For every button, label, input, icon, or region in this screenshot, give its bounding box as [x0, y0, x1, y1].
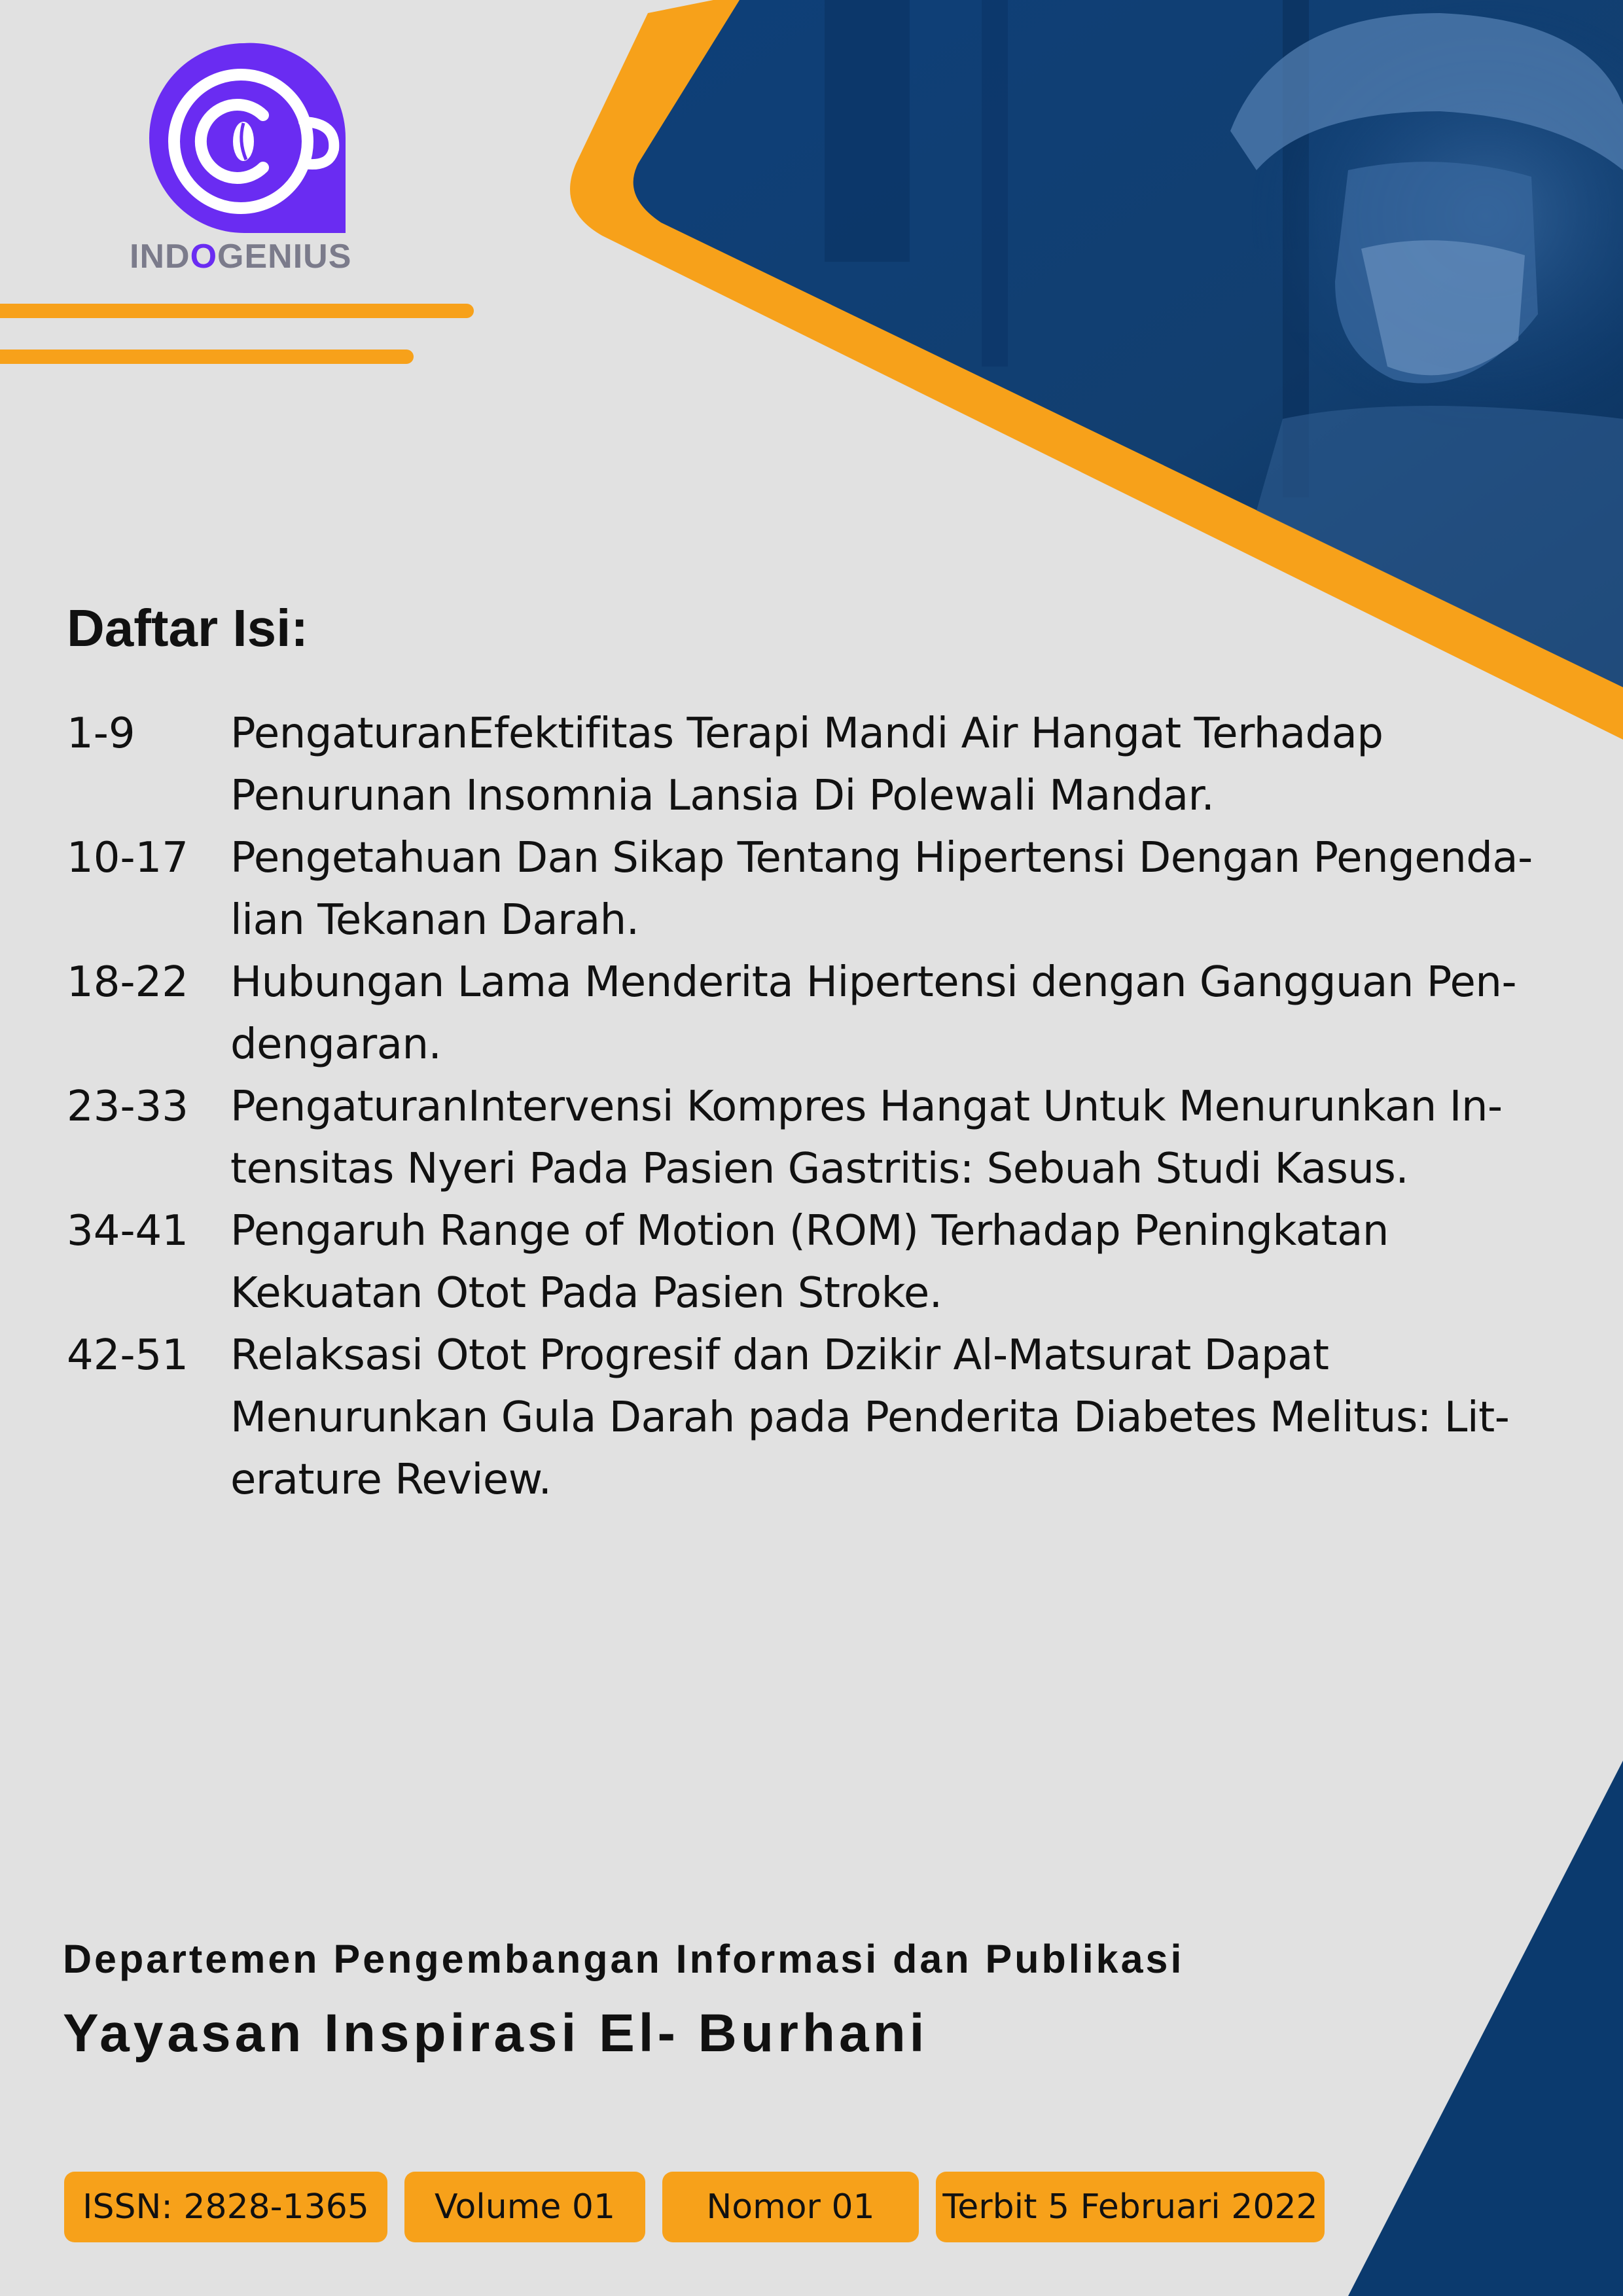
toc-entry-title [230, 1076, 1552, 1200]
toc-entry-pages: 42-51 [67, 1331, 188, 1380]
toc-entry-title-line: PengaturanIntervensi Kompres Hangat Untuk Menurunkan In- [230, 1083, 1503, 1131]
publisher-foundation: Yayasan Inspirasi El- Burhani [63, 2003, 929, 2063]
toc-entry-title [230, 1325, 1552, 1511]
toc-title: Daftar Isi: [67, 599, 308, 657]
toc-entry-pages: 10-17 [67, 834, 188, 882]
toc-entry [67, 1200, 1552, 1325]
toc-entry-title [230, 703, 1552, 827]
orange-stripe-top [0, 304, 474, 318]
toc-entry [67, 703, 1552, 827]
toc-entry-title-line: Penurunan Insomnia Lansia Di Polewali Mandar. [230, 772, 1215, 820]
toc-entry [67, 1076, 1552, 1200]
table-of-contents [67, 703, 1552, 1511]
toc-entry-title-line: Relaksasi Otot Progresif dan Dzikir Al-Matsurat Dapat [230, 1331, 1329, 1380]
number-badge: Nomor 01 [662, 2172, 919, 2242]
toc-entry-title-line: dengaran. [230, 1020, 442, 1069]
toc-entry [67, 827, 1552, 952]
brand-wordmark-part1: IND [130, 238, 190, 276]
toc-entry-title-line: Pengaruh Range of Motion (ROM) Terhadap Peningkatan [230, 1207, 1389, 1255]
toc-entry-pages: 34-41 [67, 1207, 188, 1255]
brand-wordmark-part2: O [190, 238, 218, 276]
toc-entry-title [230, 952, 1552, 1076]
toc-entry-title-line: Hubungan Lama Menderita Hipertensi dengan Gangguan Pen- [230, 958, 1517, 1007]
toc-entry-pages: 1-9 [67, 709, 135, 758]
toc-entry-title [230, 1200, 1552, 1325]
publisher-department: Departemen Pengembangan Informasi dan Publikasi [63, 1937, 1185, 1981]
toc-entry-title-line: Menurunkan Gula Darah pada Penderita Diabetes Melitus: Lit- [230, 1393, 1510, 1442]
issn-badge: ISSN: 2828-1365 [64, 2172, 387, 2242]
bottom-right-blue-triangle [1348, 1761, 1623, 2296]
toc-entry-title [230, 827, 1552, 952]
toc-entry-title-line: PengaturanEfektifitas Terapi Mandi Air Hangat Terhadap [230, 709, 1383, 758]
toc-entry [67, 1325, 1552, 1511]
publish-date-badge: Terbit 5 Februari 2022 [936, 2172, 1325, 2242]
toc-entry [67, 952, 1552, 1076]
toc-entry-pages: 23-33 [67, 1083, 188, 1131]
toc-entry-title-line: erature Review. [230, 1456, 552, 1504]
brand-wordmark [130, 237, 365, 276]
toc-entry-title-line: Kekuatan Otot Pada Pasien Stroke. [230, 1269, 942, 1318]
toc-entry-pages: 18-22 [67, 958, 188, 1007]
toc-entry-title-line: tensitas Nyeri Pada Pasien Gastritis: Sebuah Studi Kasus. [230, 1145, 1409, 1193]
orange-stripe-bottom [0, 350, 414, 364]
toc-entry-title-line: lian Tekanan Darah. [230, 896, 639, 944]
volume-badge: Volume 01 [404, 2172, 645, 2242]
toc-entry-title-line: Pengetahuan Dan Sikap Tentang Hipertensi Dengan Pengenda- [230, 834, 1533, 882]
brand-wordmark-part3: GENIUS [217, 238, 352, 276]
